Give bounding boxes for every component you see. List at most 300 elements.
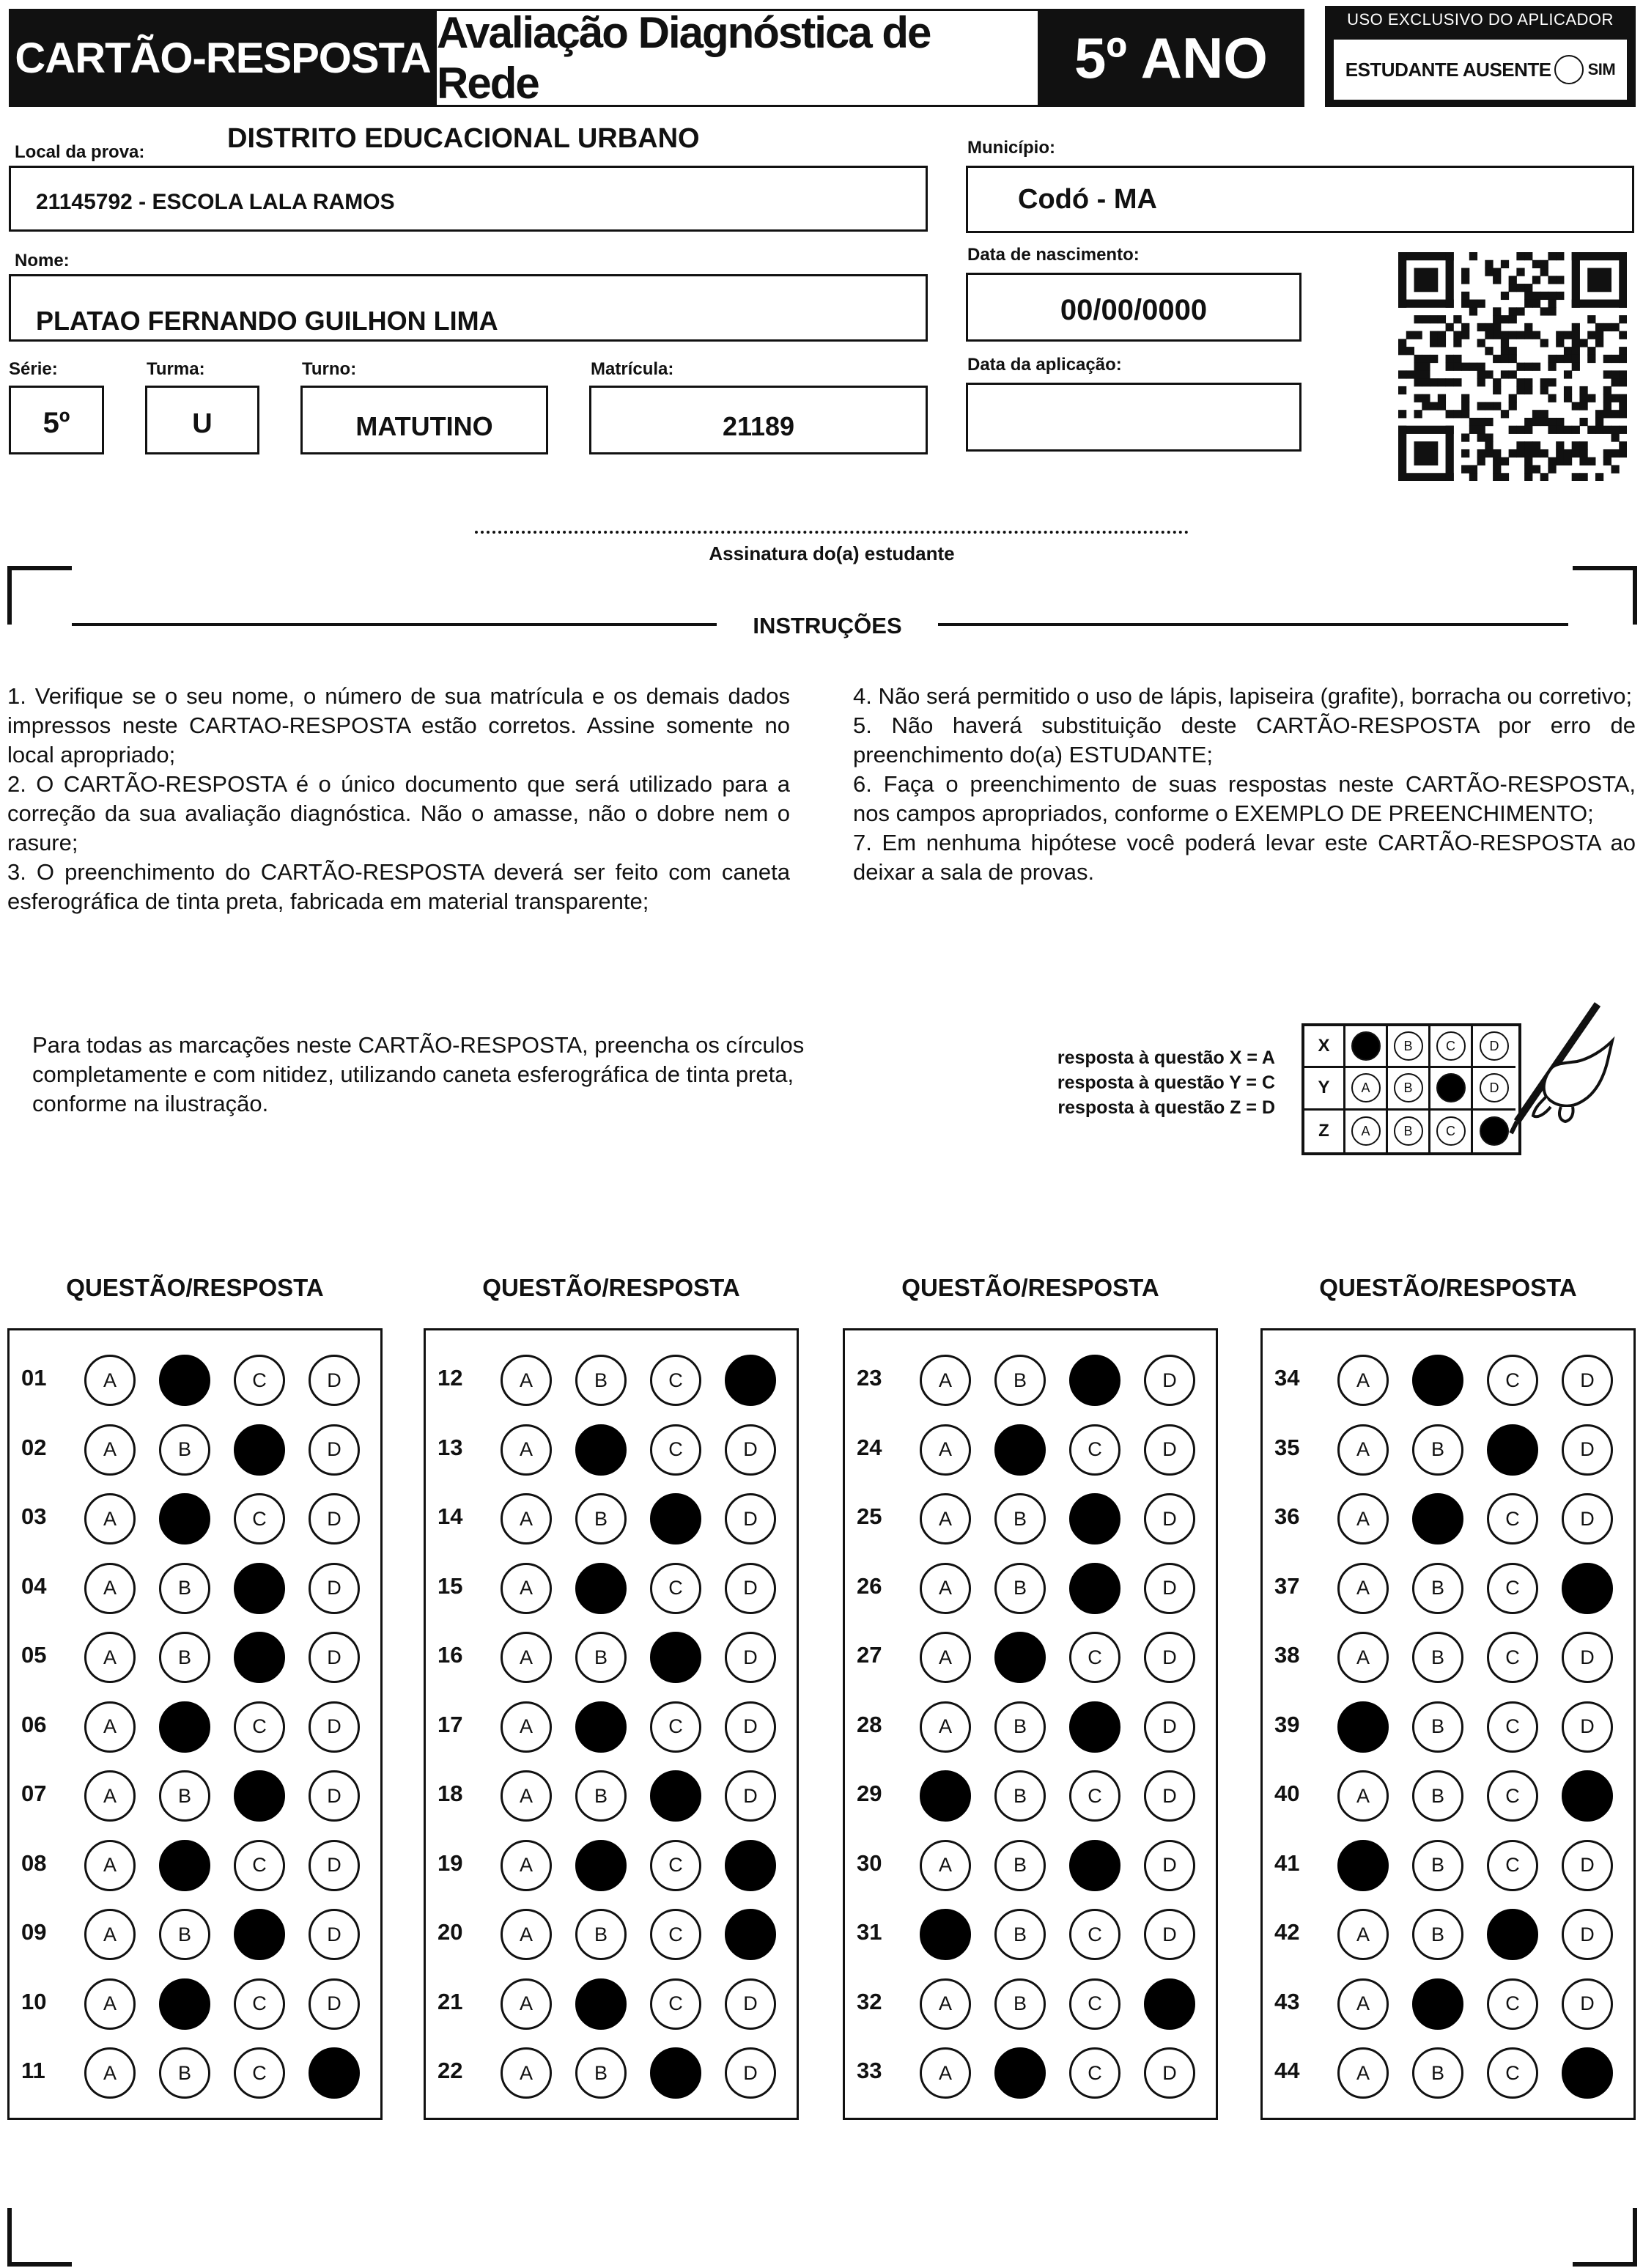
question-row (1263, 1563, 1633, 1614)
example-bubble: A (1351, 1073, 1381, 1102)
answer-bubble[interactable]: C (1069, 1632, 1120, 1683)
question-row (10, 1978, 380, 2030)
answer-bubble[interactable]: D (309, 1355, 360, 1406)
answer-bubble[interactable]: D (1144, 2047, 1195, 2099)
answer-bubble[interactable] (994, 1632, 1046, 1683)
answer-bubble[interactable]: D (309, 1909, 360, 1960)
answer-bubble[interactable] (1562, 2047, 1613, 2099)
answer-bubble[interactable]: A (1337, 1909, 1389, 1960)
answer-bubble[interactable] (575, 1563, 627, 1614)
question-row (845, 1978, 1216, 2030)
aplicacao-field (966, 383, 1302, 452)
answer-bubble[interactable]: B (159, 2047, 210, 2099)
answer-bubble[interactable] (725, 1840, 776, 1891)
answer-bubble[interactable]: B (575, 1770, 627, 1822)
question-row (1263, 1978, 1633, 2030)
answer-bubble[interactable]: C (650, 1840, 701, 1891)
instructions-title: INSTRUÇÕES (753, 613, 902, 638)
answer-bubble[interactable]: D (725, 1770, 776, 1822)
answer-bubble[interactable]: A (84, 1632, 136, 1683)
example-row-label: X (1304, 1026, 1345, 1068)
answer-bubble[interactable] (1412, 1493, 1463, 1544)
answer-bubble[interactable]: C (234, 1493, 285, 1544)
question-row (1263, 1840, 1633, 1891)
answer-bubble[interactable]: D (1562, 1978, 1613, 2030)
answer-bubble[interactable]: C (1069, 1909, 1120, 1960)
question-row (10, 1563, 380, 1614)
column-header: QUESTÃO/RESPOSTA (901, 1274, 1159, 1301)
answer-bubble[interactable] (650, 1770, 701, 1822)
question-number: 22 (437, 2058, 463, 2083)
answer-bubble[interactable]: B (994, 1563, 1046, 1614)
turno-field (300, 386, 548, 454)
answer-bubble[interactable]: B (159, 1770, 210, 1822)
turma-label: Turma: (147, 359, 205, 379)
answer-bubble[interactable]: C (234, 1840, 285, 1891)
answer-bubble[interactable] (159, 1701, 210, 1753)
question-number: 15 (437, 1572, 463, 1599)
example-line: resposta à questão X = A (1057, 1048, 1275, 1068)
answer-bubble[interactable] (650, 1493, 701, 1544)
answer-bubble[interactable]: B (994, 1840, 1046, 1891)
answer-bubble[interactable]: B (994, 1701, 1046, 1753)
question-number: 26 (857, 1572, 882, 1599)
answer-bubble[interactable] (725, 1355, 776, 1406)
question-row (1263, 1770, 1633, 1822)
matricula-value: 21189 (722, 411, 795, 441)
answer-bubble[interactable]: D (1144, 1424, 1195, 1476)
answer-bubble[interactable]: D (725, 1563, 776, 1614)
answer-bubble[interactable]: D (725, 1632, 776, 1683)
corner-mark (7, 2262, 72, 2267)
turno-value: MATUTINO (355, 411, 493, 441)
corner-mark (7, 566, 12, 625)
example-legend (1033, 1045, 1275, 1120)
instruction-item: 4. Não será permitido o uso de lápis, lapiseira (grafite), borracha ou corretivo; (853, 683, 1633, 709)
answer-bubble[interactable]: D (309, 1563, 360, 1614)
answer-bubble[interactable]: D (725, 1424, 776, 1476)
answer-bubble[interactable]: D (309, 1493, 360, 1544)
instruction-item: 6. Faça o preenchimento de suas respostas neste CARTÃO-RESPOSTA, nos campos apropriados, conforme o EXEMPLO DE PREENCHIMENTO; (853, 771, 1636, 826)
answer-bubble[interactable]: C (650, 1355, 701, 1406)
answer-bubble[interactable]: B (1412, 1701, 1463, 1753)
corner-mark (1573, 2262, 1637, 2267)
answer-bubble[interactable]: B (994, 1493, 1046, 1544)
answer-bubble[interactable]: B (994, 1770, 1046, 1822)
answer-bubble[interactable]: C (650, 1563, 701, 1614)
answer-bubble[interactable]: D (1144, 1563, 1195, 1614)
answer-bubble[interactable] (994, 2047, 1046, 2099)
answer-bubble[interactable] (1069, 1563, 1120, 1614)
question-row (1263, 1424, 1633, 1476)
answer-bubble[interactable]: B (1412, 1632, 1463, 1683)
nome-label: Nome: (15, 251, 70, 270)
example-cell (1430, 1111, 1473, 1152)
answer-bubble[interactable]: D (1562, 1840, 1613, 1891)
column-header: QUESTÃO/RESPOSTA (482, 1274, 740, 1301)
answer-bubble[interactable]: C (650, 1424, 701, 1476)
answer-bubble[interactable] (575, 1424, 627, 1476)
answer-column (7, 1328, 383, 2120)
year-badge: 5º ANO (1038, 9, 1304, 107)
instruction-item: 3. O preenchimento do CARTÃO-RESPOSTA deverá ser feito com caneta esferográfica de tinta preta, fabricada em material transparente; (7, 859, 790, 914)
district-name: DISTRITO EDUCACIONAL URBANO (227, 123, 700, 154)
question-number: 32 (857, 1988, 882, 2014)
answer-bubble[interactable] (234, 1563, 285, 1614)
answer-bubble[interactable]: C (234, 1701, 285, 1753)
answer-bubble[interactable] (1144, 1978, 1195, 2030)
answer-bubble[interactable]: A (920, 1840, 971, 1891)
answer-bubble[interactable] (650, 1632, 701, 1683)
answer-column (1260, 1328, 1636, 2120)
corner-mark (1573, 566, 1637, 570)
nome-value: PLATAO FERNANDO GUILHON LIMA (36, 306, 498, 336)
answer-column (424, 1328, 799, 2120)
question-row (426, 1563, 797, 1614)
example-cell (1388, 1026, 1430, 1068)
question-number: 16 (437, 1642, 463, 1668)
answer-bubble[interactable]: B (575, 2047, 627, 2099)
answer-bubble[interactable]: C (1487, 1493, 1538, 1544)
question-number: 20 (437, 1919, 463, 1945)
answer-bubble[interactable]: A (920, 1493, 971, 1544)
answer-bubble[interactable] (920, 1909, 971, 1960)
answer-bubble[interactable] (234, 1909, 285, 1960)
answer-bubble[interactable]: B (994, 1355, 1046, 1406)
answer-bubble[interactable] (994, 1424, 1046, 1476)
answer-bubble[interactable]: D (309, 1978, 360, 2030)
answer-bubble[interactable]: B (159, 1632, 210, 1683)
answer-bubble[interactable]: A (501, 1770, 552, 1822)
fill-instructions: Para todas as marcações neste CARTÃO-RESPOSTA, preencha os círculos completamente e com nitidez, utilizando caneta esferográfica de tinta preta, conforme na ilustração. (32, 1032, 805, 1116)
answer-bubble[interactable] (1069, 1493, 1120, 1544)
answer-bubble[interactable]: B (1412, 1424, 1463, 1476)
question-row (10, 1632, 380, 1683)
question-row (10, 1909, 380, 1960)
question-number: 41 (1274, 1849, 1300, 1876)
answer-bubble[interactable]: C (1487, 1701, 1538, 1753)
answer-bubble[interactable]: C (234, 2047, 285, 2099)
answer-bubble[interactable]: C (1487, 1355, 1538, 1406)
answer-bubble[interactable]: B (1412, 1840, 1463, 1891)
question-number: 17 (437, 1711, 463, 1737)
answer-bubble[interactable] (1487, 1909, 1538, 1960)
answer-bubble[interactable] (1069, 1701, 1120, 1753)
answer-bubble[interactable]: A (920, 2047, 971, 2099)
answer-bubble[interactable]: D (1562, 1909, 1613, 1960)
answer-bubble[interactable]: D (1562, 1493, 1613, 1544)
answer-bubble[interactable]: D (1144, 1840, 1195, 1891)
answer-bubble[interactable]: A (84, 1493, 136, 1544)
answer-bubble[interactable]: D (1562, 1701, 1613, 1753)
answer-bubble[interactable] (575, 1978, 627, 2030)
answer-bubble[interactable]: B (575, 1493, 627, 1544)
answer-bubble[interactable]: C (650, 1701, 701, 1753)
answer-bubble[interactable] (234, 1770, 285, 1822)
aplicacao-label: Data da aplicação: (967, 355, 1122, 375)
example-bubble: C (1436, 1116, 1466, 1146)
question-row (1263, 1493, 1633, 1544)
answer-bubble[interactable] (159, 1493, 210, 1544)
answer-bubble[interactable]: C (1069, 1978, 1120, 2030)
answer-bubble[interactable]: D (309, 1424, 360, 1476)
answer-bubble[interactable]: B (994, 1909, 1046, 1960)
answer-bubble[interactable]: B (159, 1424, 210, 1476)
question-row (1263, 1701, 1633, 1753)
answer-bubble[interactable]: D (725, 1978, 776, 2030)
question-row (845, 1493, 1216, 1544)
question-row (845, 1770, 1216, 1822)
answer-bubble[interactable]: B (159, 1909, 210, 1960)
answer-bubble[interactable] (159, 1840, 210, 1891)
answer-bubble[interactable] (575, 1701, 627, 1753)
question-row (1263, 2047, 1633, 2099)
example-bubble (1351, 1031, 1381, 1061)
answer-bubble[interactable] (1337, 1701, 1389, 1753)
answer-bubble[interactable]: D (725, 1493, 776, 1544)
example-cell (1388, 1111, 1430, 1152)
answer-bubble[interactable]: A (84, 1424, 136, 1476)
answer-bubble[interactable] (1412, 1355, 1463, 1406)
answer-bubble[interactable]: A (501, 1632, 552, 1683)
applicator-title: USO EXCLUSIVO DO APLICADOR (1347, 10, 1614, 29)
example-bubble: D (1480, 1073, 1509, 1102)
answer-bubble[interactable] (1562, 1770, 1613, 1822)
answer-bubble[interactable] (1069, 1355, 1120, 1406)
answer-bubble[interactable]: B (994, 1978, 1046, 2030)
answer-bubble[interactable] (575, 1840, 627, 1891)
question-row (426, 1355, 797, 1406)
answer-bubble[interactable]: C (650, 1978, 701, 2030)
answer-bubble[interactable] (1562, 1563, 1613, 1614)
question-row (845, 1355, 1216, 1406)
answer-bubble[interactable]: A (920, 1424, 971, 1476)
answer-bubble[interactable]: C (234, 1978, 285, 2030)
answer-bubble[interactable]: B (575, 1632, 627, 1683)
answer-bubble[interactable]: C (1487, 1978, 1538, 2030)
answer-bubble[interactable]: A (501, 1493, 552, 1544)
answer-bubble[interactable]: C (1487, 1770, 1538, 1822)
answer-bubble[interactable]: A (920, 1632, 971, 1683)
question-row (845, 1632, 1216, 1683)
answer-bubble[interactable]: A (1337, 1770, 1389, 1822)
answer-bubble[interactable]: A (501, 1840, 552, 1891)
question-number: 34 (1274, 1365, 1300, 1391)
answer-bubble[interactable]: B (1412, 2047, 1463, 2099)
question-row (1263, 1355, 1633, 1406)
answer-bubble[interactable]: B (1412, 1909, 1463, 1960)
answer-bubble[interactable] (159, 1355, 210, 1406)
signature-label: Assinatura do(a) estudante (709, 542, 955, 564)
question-row (10, 1840, 380, 1891)
question-number: 05 (21, 1642, 47, 1668)
answer-bubble[interactable]: D (309, 1701, 360, 1753)
instruction-item: 5. Não haverá substituição deste CARTÃO-RESPOSTA por erro de preenchimento do(a) ESTUDANTE; (853, 713, 1636, 767)
answer-bubble[interactable]: C (1487, 1563, 1538, 1614)
nascimento-label: Data de nascimento: (967, 245, 1140, 265)
answer-bubble[interactable] (1412, 1978, 1463, 2030)
answer-bubble[interactable]: A (501, 1424, 552, 1476)
answer-bubble[interactable] (920, 1770, 971, 1822)
answer-bubble[interactable]: B (575, 1355, 627, 1406)
answer-bubble[interactable]: A (501, 2047, 552, 2099)
matricula-field (589, 386, 928, 454)
answer-bubble[interactable]: A (84, 1770, 136, 1822)
question-row (426, 1770, 797, 1822)
answer-bubble[interactable] (1069, 1840, 1120, 1891)
example-line: resposta à questão Y = C (1057, 1072, 1275, 1093)
answer-bubble[interactable]: B (575, 1909, 627, 1960)
answer-bubble[interactable]: A (84, 1840, 136, 1891)
answer-bubble[interactable]: A (84, 1355, 136, 1406)
answer-bubble[interactable]: B (159, 1563, 210, 1614)
answer-bubble[interactable]: A (84, 1978, 136, 2030)
question-row (10, 1424, 380, 1476)
answer-bubble[interactable]: A (920, 1355, 971, 1406)
answer-bubble[interactable]: A (1337, 1978, 1389, 2030)
example-bubble: B (1394, 1116, 1423, 1146)
answer-bubble[interactable]: B (1412, 1563, 1463, 1614)
answer-bubble[interactable]: A (1337, 1563, 1389, 1614)
answer-bubble[interactable]: C (234, 1355, 285, 1406)
answer-bubble[interactable]: A (501, 1355, 552, 1406)
question-number: 39 (1274, 1711, 1300, 1737)
example-bubble: B (1394, 1073, 1423, 1102)
question-number: 25 (857, 1503, 882, 1529)
answer-bubble[interactable]: A (920, 1701, 971, 1753)
answer-bubble[interactable]: D (1562, 1355, 1613, 1406)
question-number: 40 (1274, 1781, 1300, 1806)
answer-bubble[interactable]: A (1337, 2047, 1389, 2099)
turno-label: Turno: (302, 359, 357, 379)
municipio-field (966, 166, 1634, 233)
answer-bubble[interactable]: A (501, 1563, 552, 1614)
answer-bubble[interactable]: D (309, 1632, 360, 1683)
answer-bubble[interactable]: A (84, 1701, 136, 1753)
answer-bubble[interactable]: D (1144, 1632, 1195, 1683)
answer-column (843, 1328, 1218, 2120)
question-number: 07 (21, 1781, 47, 1806)
question-number: 44 (1274, 2058, 1300, 2083)
answer-bubble[interactable] (1337, 1840, 1389, 1891)
question-row (1263, 1632, 1633, 1683)
question-number: 33 (857, 2058, 882, 2083)
hand-with-pen-icon (1473, 997, 1620, 1151)
turma-value: U (192, 408, 213, 439)
absent-checkbox-area[interactable] (1332, 38, 1628, 101)
answer-bubble[interactable]: C (1069, 1770, 1120, 1822)
example-bubble: B (1394, 1031, 1423, 1061)
answer-bubble[interactable] (234, 1632, 285, 1683)
answer-bubble[interactable]: D (1144, 1701, 1195, 1753)
question-row (845, 1424, 1216, 1476)
corner-mark (7, 2208, 12, 2267)
question-row (426, 1978, 797, 2030)
absent-bubble[interactable] (1554, 55, 1584, 84)
answer-bubble[interactable] (159, 1978, 210, 2030)
question-row (845, 1563, 1216, 1614)
instruction-item: 7. Em nenhuma hipótese você poderá levar este CARTÃO-RESPOSTA ao deixar a sala de provas. (853, 830, 1636, 885)
answer-bubble[interactable]: C (1487, 1632, 1538, 1683)
signature-line (475, 531, 1189, 534)
nascimento-value: 00/00/0000 (1060, 294, 1208, 326)
answer-bubble[interactable]: A (1337, 1632, 1389, 1683)
answer-bubble[interactable]: A (920, 1563, 971, 1614)
instructions-left (7, 682, 790, 916)
question-row (426, 1909, 797, 1960)
divider (72, 623, 717, 626)
serie-label: Série: (9, 359, 58, 379)
answer-bubble[interactable]: D (1562, 1632, 1613, 1683)
answer-bubble[interactable]: C (1487, 1840, 1538, 1891)
answer-bubble[interactable]: B (1412, 1770, 1463, 1822)
absent-label: ESTUDANTE AUSENTE (1345, 58, 1551, 81)
question-row (426, 2047, 797, 2099)
serie-field (9, 386, 104, 454)
absent-yes-label: SIM (1587, 60, 1616, 78)
turma-field (145, 386, 259, 454)
answer-bubble[interactable] (725, 1909, 776, 1960)
local-value: 21145792 - ESCOLA LALA RAMOS (36, 190, 395, 214)
example-bubble (1436, 1073, 1466, 1102)
answer-bubble[interactable]: D (309, 1840, 360, 1891)
answer-bubble[interactable]: D (725, 1701, 776, 1753)
answer-bubble[interactable] (650, 2047, 701, 2099)
corner-mark (1633, 566, 1637, 625)
answer-bubble[interactable]: D (1144, 1909, 1195, 1960)
answer-bubble[interactable]: A (84, 1909, 136, 1960)
answer-bubble[interactable]: C (1069, 2047, 1120, 2099)
example-bubble: C (1436, 1031, 1466, 1061)
answer-bubble[interactable] (309, 2047, 360, 2099)
question-number: 19 (437, 1849, 463, 1876)
question-row (10, 1770, 380, 1822)
column-header: QUESTÃO/RESPOSTA (1319, 1274, 1577, 1301)
question-row (10, 2047, 380, 2099)
example-cell (1430, 1068, 1473, 1110)
answer-bubble[interactable] (234, 1424, 285, 1476)
answer-bubble[interactable]: A (1337, 1424, 1389, 1476)
answer-bubble[interactable]: D (1144, 1493, 1195, 1544)
answer-bubble[interactable]: A (1337, 1493, 1389, 1544)
example-bubble: D (1480, 1031, 1509, 1061)
answer-bubble[interactable]: A (920, 1978, 971, 2030)
answer-bubble[interactable]: A (84, 1563, 136, 1614)
question-number: 12 (437, 1365, 463, 1391)
answer-bubble[interactable] (1487, 1424, 1538, 1476)
answer-bubble[interactable]: A (1337, 1355, 1389, 1406)
answer-bubble[interactable]: D (1144, 1770, 1195, 1822)
exam-title: Avaliação Diagnóstica de Rede (437, 9, 1038, 107)
answer-bubble[interactable]: C (1069, 1424, 1120, 1476)
question-number: 23 (857, 1365, 882, 1391)
answer-bubble[interactable]: A (501, 1978, 552, 2030)
answer-bubble[interactable]: D (1562, 1424, 1613, 1476)
answer-bubble[interactable]: D (1144, 1355, 1195, 1406)
example-line: resposta à questão Z = D (1057, 1097, 1275, 1118)
question-number: 37 (1274, 1572, 1300, 1599)
question-number: 24 (857, 1434, 882, 1460)
answer-bubble[interactable]: D (725, 2047, 776, 2099)
question-number: 28 (857, 1711, 882, 1737)
answer-bubble[interactable]: C (650, 1909, 701, 1960)
answer-bubble[interactable]: A (501, 1909, 552, 1960)
answer-bubble[interactable]: A (84, 2047, 136, 2099)
nascimento-field (966, 273, 1302, 342)
answer-bubble[interactable]: C (1487, 2047, 1538, 2099)
answer-bubble[interactable]: A (501, 1701, 552, 1753)
answer-bubble[interactable]: D (309, 1770, 360, 1822)
